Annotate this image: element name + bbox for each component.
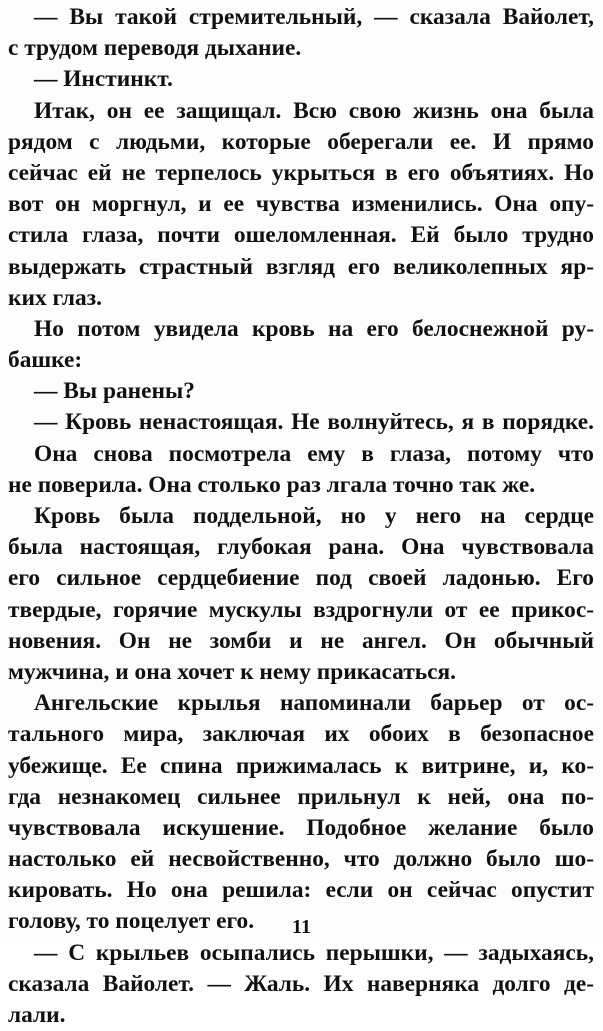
text-line: сказала Вайолет. — Жаль. Их наверняка долго де- [8,970,594,997]
text-line: рядом с людьми, которые оберегали ее. И прямо [8,128,594,155]
text-line: сейчас ей не терпелось укрыться в его объятиях. Но [8,159,594,186]
text-line: убежище. Ее спина прижималась к витрине, и, ко- [8,752,594,779]
text-line: тального мира, заключая их обоих в безопасное [8,721,594,748]
text-line: выдержать страстный взгляд его великолепных яр- [8,253,594,280]
text-line: — Вы ранены? [34,378,195,405]
text-line: ких глаз. [8,284,102,311]
text-line: была настоящая, глубокая рана. Она чувствовала [8,534,594,561]
text-line: — Инстинкт. [34,66,173,93]
text-line: Но потом увидела кровь на его белоснежной ру- [34,315,594,342]
body-text [8,2,594,1031]
page-number: 11 [292,916,311,938]
text-line: Кровь была поддельной, но у него на сердце [34,503,594,529]
text-line: Ангельские крылья напоминали барьер от ос- [34,690,594,717]
text-line: мужчина, и она хочет к нему прикасаться. [8,658,457,685]
text-line: стила глаза, почти ошеломленная. Ей было трудно [8,222,594,249]
text-line: новения. Он не зомби и не ангел. Он обычный [8,627,594,654]
text-line: твердые, горячие мускулы вздрогнули от ее прикос- [8,596,594,623]
text-line: — Кровь ненастоящая. Не волнуйтесь, я в порядке. [34,409,594,436]
text-line: лали. [8,1002,66,1028]
text-line: кировать. Но она решила: если он сейчас опустит [8,877,594,904]
text-line: его сильное сердцебиение под своей ладонью. Его [8,565,594,592]
text-line: голову, то поцелует его. [8,908,255,935]
text-line: Итак, он ее защищал. Всю свою жизнь она была [34,97,594,124]
text-line: чувствовала искушение. Подобное желание было [8,814,594,841]
text-line: — С крыльев осыпались перышки, — задыхаясь, [34,939,594,966]
text-line: Она снова посмотрела ему в глаза, потому что [34,440,594,467]
text-line: не поверила. Она столько раз лгала точно так же. [8,471,536,498]
text-line: настолько ей несвойственно, что должно было шо- [8,846,594,873]
text-line: с трудом переводя дыхание. [8,35,302,62]
text-line: вот он моргнул, и ее чувства изменились. Она опу- [8,191,594,218]
text-line: башке: [8,347,83,374]
text-line: гда незнакомец сильнее прильнул к ней, она по- [8,783,594,810]
text-line: — Вы такой стремительный, — сказала Вайолет, [34,4,594,30]
